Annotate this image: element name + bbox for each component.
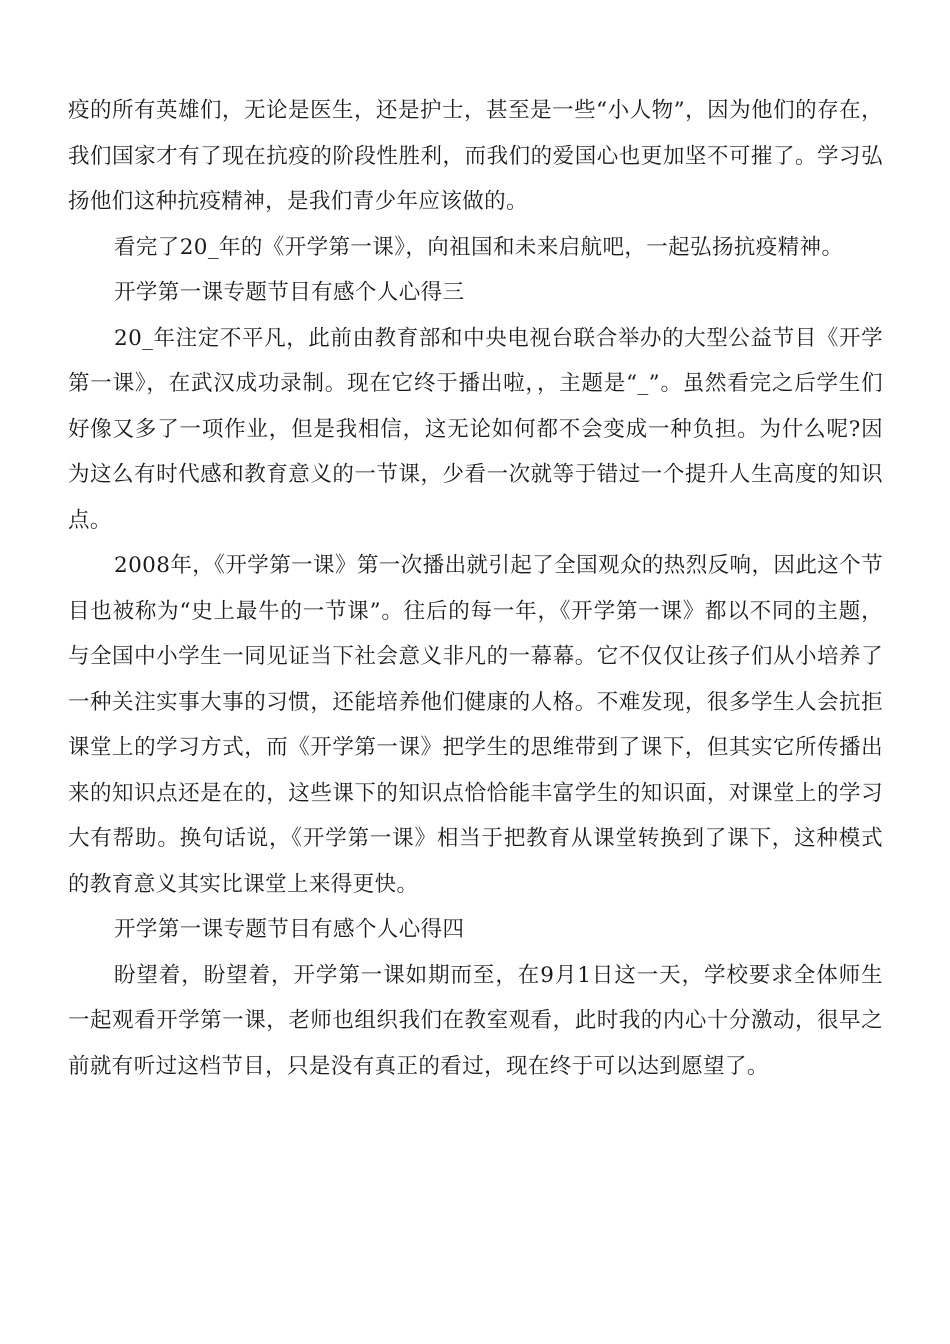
paragraph-section-4-intro: 盼望着，盼望着，开学第一课如期而至，在9月1日这一天，学校要求全体师生一起观看开学第一课，老师也组织我们在教室观看，此时我的内心十分激动，很早之前就有听过这档节目，只是没有真正的看过，现在终于可以达到愿望了。 [68,962,883,1079]
paragraph-continued-text: 疫的所有英雄们，无论是医生，还是护士，甚至是一些“小人物”，因为他们的存在，我们国家才有了现在抗疫的阶段性胜利，而我们的爱国心也更加坚不可摧了。学习弘扬他们这种抗疫精神，是我们青少年应该做的。 [68,98,883,214]
paragraph-section-3-history: 2008年，《开学第一课》第一次播出就引起了全国观众的热烈反响，因此这个节目也被称为“史上最牛的一节课”。往后的每一年，《开学第一课》都以不同的主题，与全国中小学生一同见证当下社会意义非凡的一幕幕。它不仅仅让孩子们从小培养了一种关注实事大事的习惯，还能培养他们健康的人格。不难发现，很多学生人会抗拒课堂上的学习方式，而《开学第一课》把学生的思维带到了课下，但其实它所传播出来的知识点还是在的，这些课下的知识点恰恰能丰富学生的知识面，对课堂上的学习大有帮助。换句话说，《开学第一课》相当于把教育从课堂转换到了课下，这种模式的教育意义其实比课堂上来得更快。 [68,553,883,897]
document-body [68,88,883,1089]
section-heading-3: 开学第一课专题节目有感个人心得三 [114,280,465,305]
section-heading-4: 开学第一课专题节目有感个人心得四 [114,917,465,942]
paragraph-closing-remark: 看完了20_年的《开学第一课》，向祖国和未来启航吧，一起弘扬抗疫精神。 [114,234,844,260]
paragraph-section-3-intro: 20_年注定不平凡，此前由教育部和中央电视台联合举办的大型公益节目《开学第一课》，在武汉成功录制。现在它终于播出啦，，主题是“_”。虽然看完之后学生们好像又多了一项作业，但是我相信，这无论如何都不会变成一种负担。为什么呢?因为这么有时代感和教育意义的一节课，少看一次就等于错过一个提升人生高度的知识点。 [68,325,883,533]
